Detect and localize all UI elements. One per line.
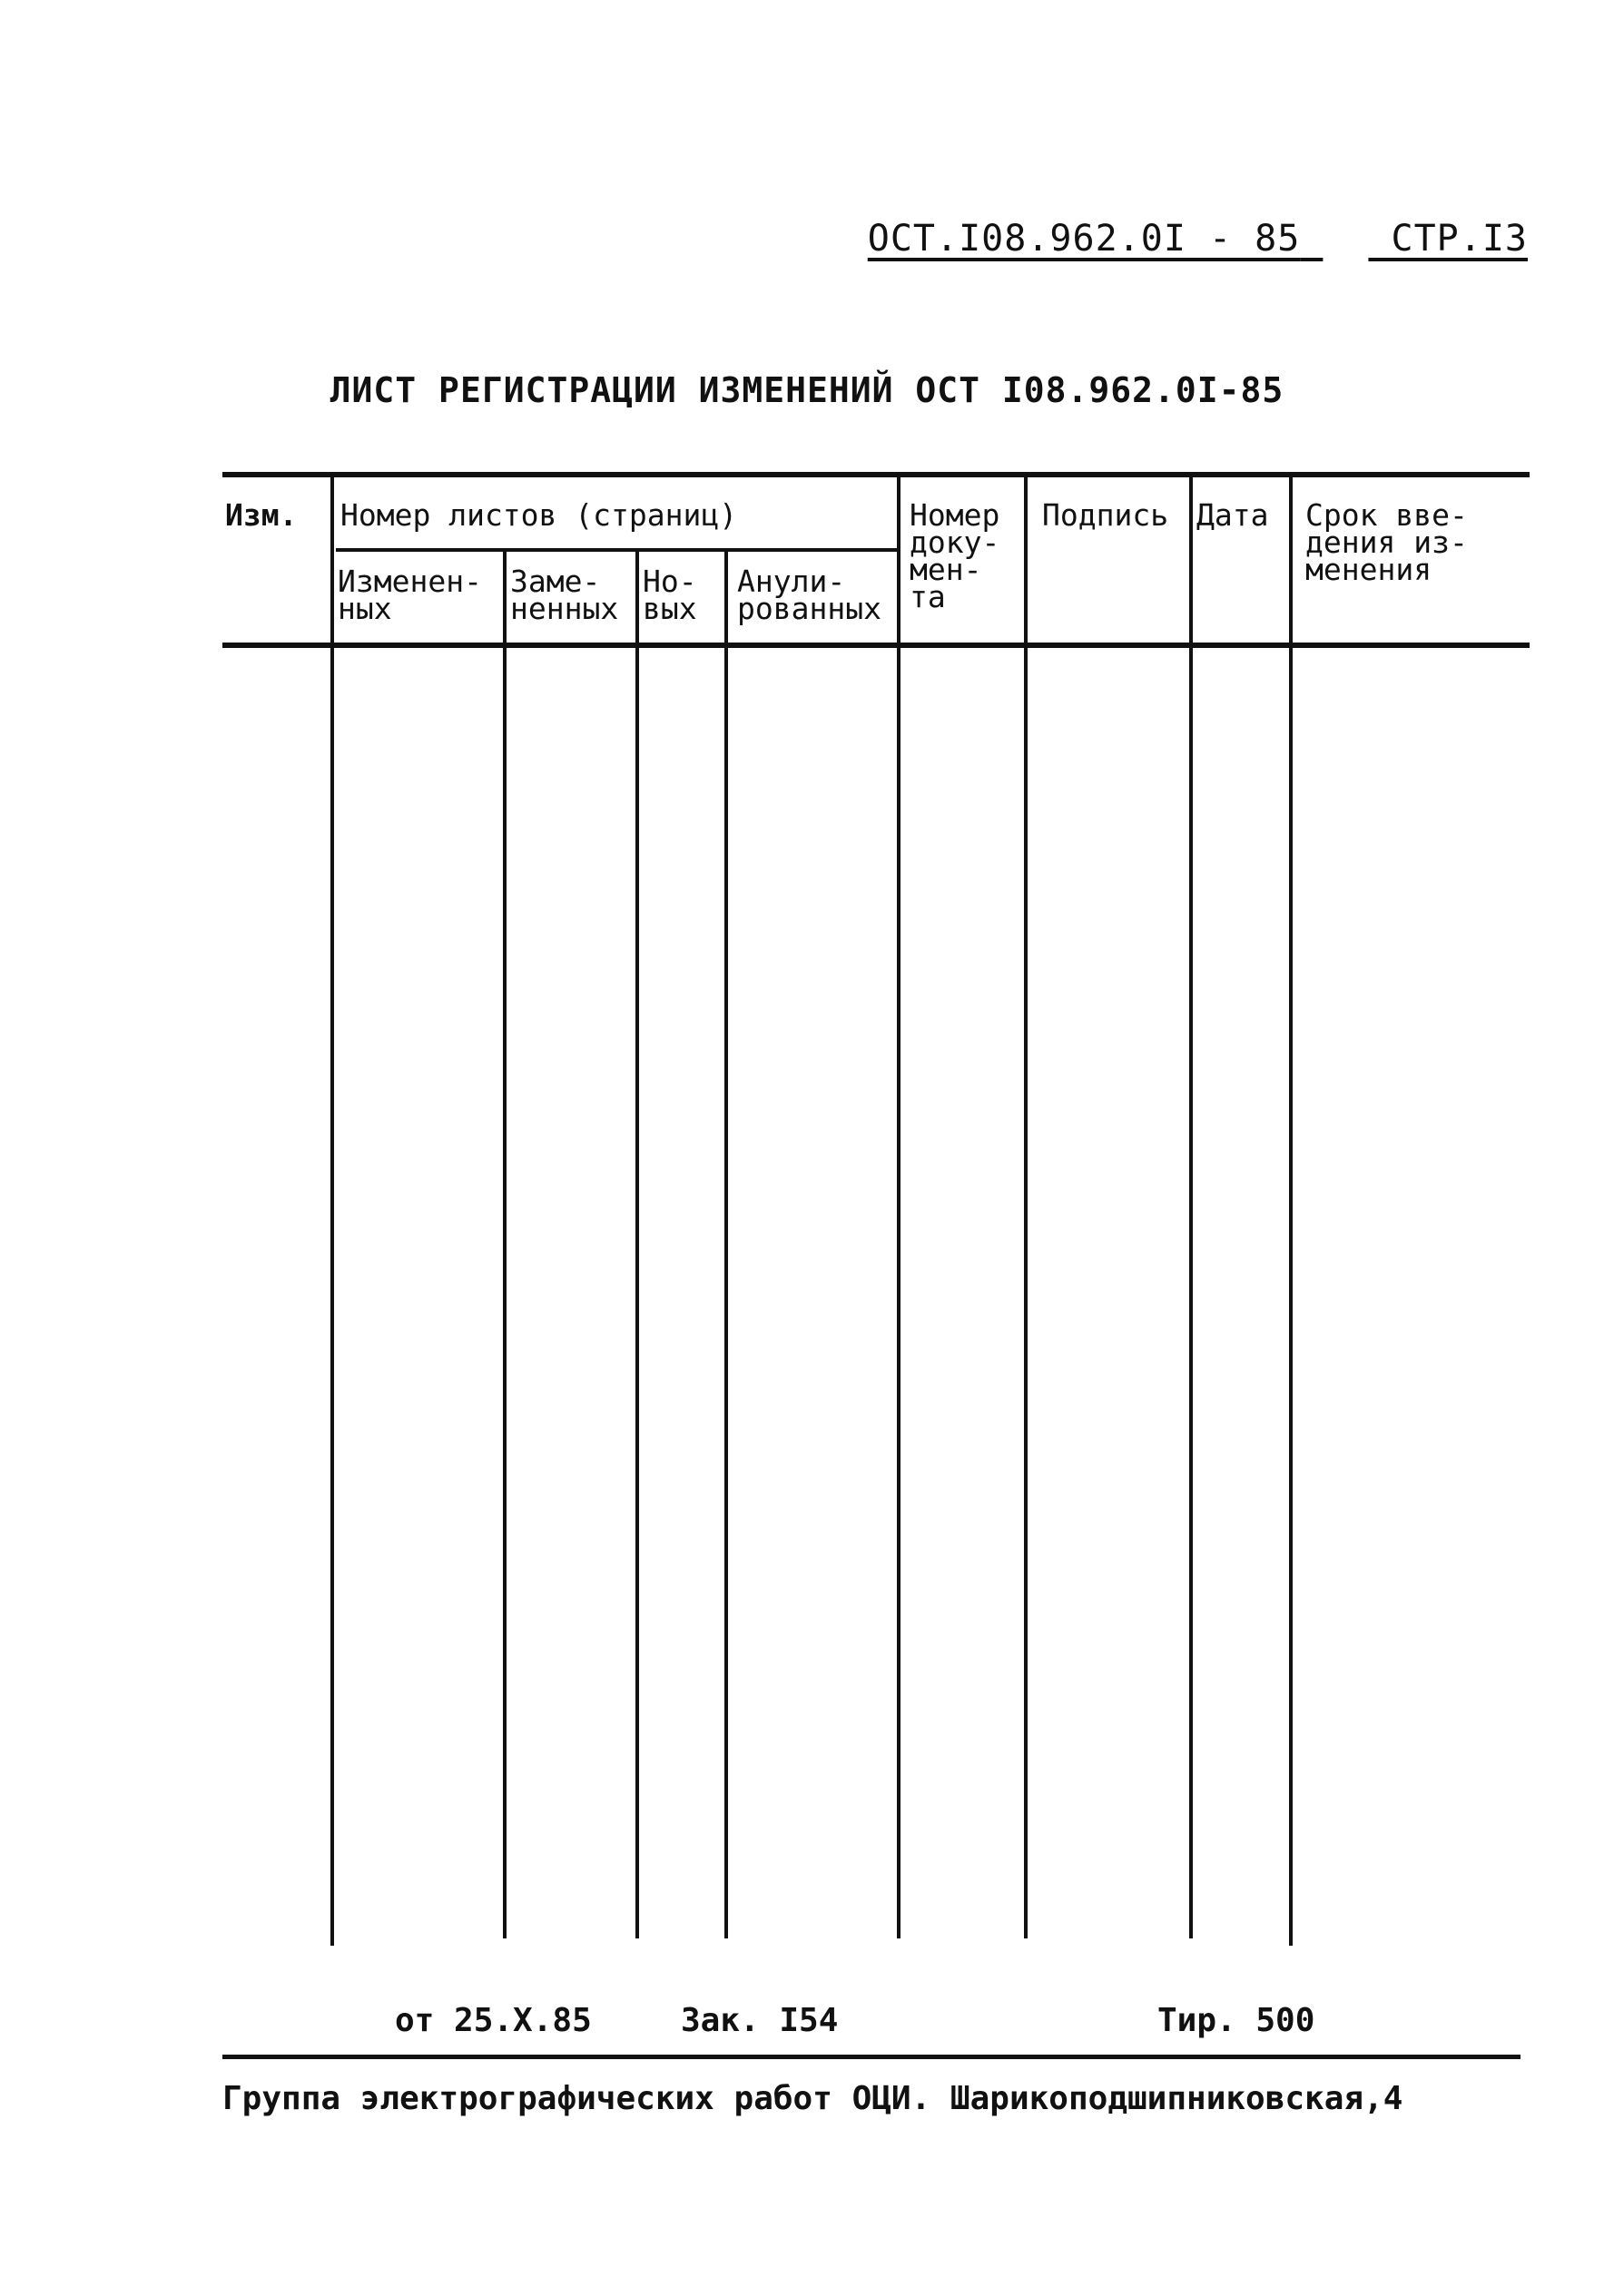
page-title: ЛИСТ РЕГИСТРАЦИИ ИЗМЕНЕНИЙ ОСТ I08.962.0I-85: [330, 370, 1284, 410]
col-divider-1: [330, 476, 334, 1946]
col-divider-3: [635, 550, 639, 1938]
col-header-annulled: Анули- рованных: [737, 564, 881, 626]
col-divider-2: [503, 550, 507, 1938]
col-header-effective-date: Срок вве- дения из- менения: [1305, 497, 1468, 587]
col-header-replaced: Заме- ненных: [510, 564, 619, 626]
page-number: СТР.I3: [1391, 218, 1528, 260]
doc-ref-number: ОСТ.I08.962.0I - 85: [867, 218, 1301, 260]
footer-order: Зак. I54: [681, 2002, 839, 2039]
col-header-signature: Подпись: [1042, 497, 1169, 533]
footer-print-run: Тир. 500: [1157, 2002, 1315, 2039]
col-divider-5: [897, 476, 900, 1938]
col-header-sheet-numbers: Номер листов (страниц): [340, 497, 738, 533]
subheader-rule: [336, 548, 899, 552]
col-divider-4: [724, 550, 728, 1938]
col-divider-8: [1289, 476, 1293, 1946]
col-header-document-number: Номер доку- мен- та: [910, 497, 1000, 614]
col-header-date: Дата: [1196, 497, 1269, 533]
col-header-changed: Изменен- ных: [338, 564, 482, 626]
footer-date: от 25.X.85: [395, 2002, 592, 2039]
col-divider-6: [1024, 476, 1028, 1938]
col-header-new: Но- вых: [643, 564, 697, 626]
footer-rule: [222, 2055, 1521, 2059]
footer-publisher: Группа электрографических работ ОЦИ. Шарикоподшипниковская,4: [222, 2080, 1403, 2117]
table-top-rule: [222, 472, 1530, 477]
header-bottom-rule: [222, 643, 1530, 648]
col-header-change: Изм.: [225, 497, 298, 533]
col-divider-7: [1189, 476, 1193, 1938]
